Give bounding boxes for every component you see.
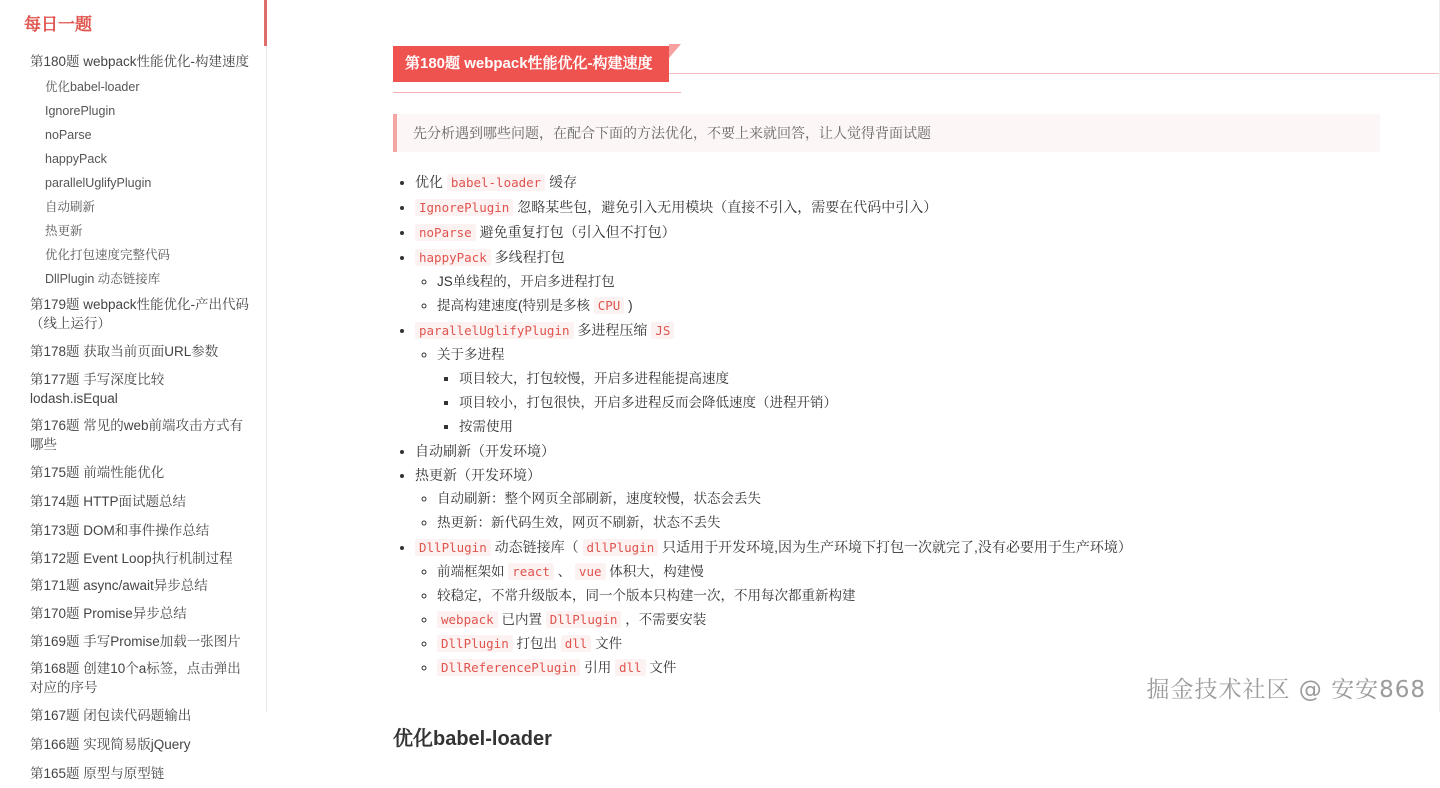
bullet-item — [459, 415, 1380, 439]
bullet-item — [415, 463, 1380, 535]
bullet-text: 动态链接库（ — [490, 539, 583, 556]
sidebar-item-label: 优化babel-loader — [45, 80, 140, 94]
inline-code: DllPlugin — [546, 611, 622, 628]
bullet-item — [415, 318, 1380, 439]
bullet-sublist — [415, 270, 1380, 318]
bullet-text: ，不需要安装 — [621, 612, 707, 628]
bullet-item — [459, 391, 1380, 415]
sidebar-item-label: 第170题 Promise异步总结 — [30, 606, 187, 621]
inline-code: DllPlugin — [437, 635, 513, 652]
bullet-text: 多线程打包 — [490, 249, 565, 266]
bullet-text: 忽略某些包，避免引入无用模块（直接不引入，需要在代码中引入） — [513, 199, 938, 216]
sidebar-item[interactable] — [0, 412, 266, 458]
sidebar-item[interactable] — [0, 195, 266, 219]
sidebar-item[interactable] — [0, 99, 266, 123]
inline-code: DllPlugin — [415, 539, 491, 556]
sidebar-item[interactable] — [0, 516, 266, 545]
bullet-item — [415, 535, 1380, 680]
sidebar-item[interactable] — [0, 267, 266, 291]
sidebar-item[interactable] — [0, 759, 266, 788]
doc-title-ribbon — [393, 36, 669, 92]
inline-code: CPU — [594, 297, 625, 314]
bullet-text: 只适用于开发环境,因为生产环境下打包一次就完了,没有必要用于生产环境） — [658, 539, 1132, 556]
bullet-item — [415, 439, 1380, 463]
sidebar-item[interactable] — [0, 366, 266, 412]
bullet-item — [437, 270, 1380, 294]
sidebar-item[interactable] — [0, 171, 266, 195]
bullet-text: 优化 — [415, 174, 447, 191]
bullet-text: 前端框架如 — [437, 564, 509, 580]
bullet-text: 体积大，构建慢 — [605, 564, 704, 580]
inline-code: noParse — [415, 224, 476, 241]
bullet-text: 文件 — [591, 636, 623, 652]
sidebar-item[interactable] — [0, 243, 266, 267]
sidebar-item-label: 第165题 原型与原型链 — [30, 766, 165, 781]
bullet-text: 项目较大，打包较慢，开启多进程能提高速度 — [459, 371, 729, 387]
bullet-text: 引用 — [580, 660, 615, 676]
inline-code: babel-loader — [447, 174, 545, 191]
sidebar-item-label: 第174题 HTTP面试题总结 — [30, 494, 187, 509]
bullet-text: 已内置 — [497, 612, 546, 628]
bullet-item — [437, 560, 1380, 584]
inline-code: parallelUglifyPlugin — [415, 322, 574, 339]
bullet-text: 较稳定，不常升级版本，同一个版本只构建一次，不用每次都重新构建 — [437, 588, 856, 604]
inline-code: webpack — [437, 611, 498, 628]
sidebar-item-label: 第178题 获取当前页面URL参数 — [30, 344, 219, 359]
bullet-item — [415, 220, 1380, 245]
bullet-text: 自动刷新：整个网页全部刷新，速度较慢，状态会丢失 — [437, 491, 761, 507]
sidebar-nav — [0, 48, 266, 788]
sidebar-item[interactable] — [0, 599, 266, 628]
bullet-item — [459, 367, 1380, 391]
sidebar-item-label: 第176题 常见的web前端攻击方式有哪些 — [30, 418, 244, 452]
sidebar-item[interactable] — [0, 337, 266, 366]
sidebar-item-label: happyPack — [45, 152, 107, 166]
bullet-text: 按需使用 — [459, 419, 513, 435]
sidebar-item-label: DllPlugin 动态链接库 — [45, 272, 161, 286]
bullet-item — [437, 584, 1380, 608]
sidebar-item[interactable] — [0, 572, 266, 599]
bullet-item — [415, 245, 1380, 318]
sidebar-item[interactable] — [0, 545, 266, 572]
inline-code: JS — [651, 322, 674, 339]
sidebar-item[interactable] — [0, 458, 266, 487]
sidebar-item-label: 第172题 Event Loop执行机制过程 — [30, 551, 233, 566]
inline-code: react — [508, 563, 554, 580]
bullet-text: 避免重复打包（引入但不打包） — [475, 224, 676, 241]
section-heading-cn: 优化 — [393, 728, 433, 751]
bullet-sublist — [415, 487, 1380, 535]
inline-code: happyPack — [415, 249, 491, 266]
bullet-sublist — [415, 343, 1380, 439]
sidebar-item[interactable] — [0, 487, 266, 516]
section-heading-code: babel-loader — [433, 728, 552, 751]
inline-code: vue — [575, 563, 606, 580]
sidebar-item-label: 第177题 手写深度比较lodash.isEqual — [30, 372, 165, 406]
sidebar-item-label: 第167题 闭包读代码题输出 — [30, 708, 192, 723]
bullet-item — [437, 343, 1380, 439]
bullet-list — [393, 170, 1380, 680]
section-heading — [393, 722, 1380, 751]
sidebar-item[interactable] — [0, 655, 266, 701]
bullet-item — [437, 632, 1380, 656]
document-content — [267, 0, 1440, 751]
sidebar-item[interactable] — [0, 147, 266, 171]
sidebar-item-label: 第168题 创建10个a标签，点击弹出对应的序号 — [30, 661, 241, 695]
sidebar-item[interactable] — [0, 48, 266, 75]
sidebar-item-label: noParse — [45, 128, 92, 142]
sidebar-item-label: 第166题 实现简易版jQuery — [30, 737, 191, 752]
bullet-sublist — [415, 560, 1380, 680]
watermark: 掘金技术社区 @ 安安868 — [1146, 677, 1426, 703]
bullet-text: 热更新（开发环境） — [415, 467, 541, 484]
bullet-text: 自动刷新（开发环境） — [415, 443, 555, 460]
sidebar-item-label: 第171题 async/await异步总结 — [30, 578, 208, 593]
sidebar-item-label: 自动刷新 — [45, 200, 96, 214]
bullet-item — [415, 195, 1380, 220]
bullet-item — [437, 487, 1380, 511]
sidebar-item-label: 第173题 DOM和事件操作总结 — [30, 523, 210, 538]
sidebar-item[interactable] — [0, 291, 266, 337]
sidebar-item[interactable] — [0, 701, 266, 730]
sidebar-item-label: IgnorePlugin — [45, 104, 116, 118]
sidebar-item-label: 第180题 webpack性能优化-构建速度 — [30, 54, 250, 69]
bullet-text: 多进程压缩 — [573, 322, 652, 339]
bullet-sublist — [437, 367, 1380, 439]
bullet-item — [437, 511, 1380, 535]
bullet-text: ) — [624, 298, 633, 314]
sidebar-item[interactable] — [0, 123, 266, 147]
inline-code: IgnorePlugin — [415, 199, 513, 216]
inline-code: dll — [561, 635, 592, 652]
sidebar-item-label: 第169题 手写Promise加载一张图片 — [30, 634, 241, 649]
sidebar-title: 每日一题 — [24, 15, 92, 34]
bullet-text: 项目较小，打包很快，开启多进程反而会降低速度（进程开销） — [459, 395, 837, 411]
bullet-text: 缓存 — [545, 174, 578, 191]
bullet-item — [437, 294, 1380, 318]
bullet-text: 关于多进程 — [437, 347, 505, 363]
sidebar-item[interactable] — [0, 219, 266, 243]
ribbon-fold-icon — [669, 44, 681, 58]
bullet-text: 打包出 — [512, 636, 561, 652]
bullet-text: 提高构建速度(特别是多核 — [437, 298, 594, 314]
bullet-item — [415, 170, 1380, 195]
inline-code: dll — [615, 659, 646, 676]
sidebar-item-label: 热更新 — [45, 224, 83, 238]
note-callout: 先分析遇到哪些问题，在配合下面的方法优化，不要上来就回答，让人觉得背面试题 — [393, 114, 1380, 152]
sidebar-item[interactable] — [0, 75, 266, 99]
bullet-text: JS单线程的，开启多进程打包 — [437, 274, 615, 290]
sidebar — [0, 0, 267, 781]
bullet-item — [437, 608, 1380, 632]
sidebar-item[interactable] — [0, 730, 266, 759]
title-underline — [659, 73, 1440, 74]
sidebar-item[interactable] — [0, 628, 266, 655]
sidebar-item-label: parallelUglifyPlugin — [45, 176, 152, 190]
sidebar-item-label: 优化打包速度完整代码 — [45, 248, 171, 262]
page-title: 第180题 webpack性能优化-构建速度 — [393, 46, 669, 82]
bullet-text: 文件 — [645, 660, 677, 676]
inline-code: dllPlugin — [583, 539, 659, 556]
bullet-text: 热更新：新代码生效，网页不刷新，状态不丢失 — [437, 515, 721, 531]
inline-code: DllReferencePlugin — [437, 659, 580, 676]
sidebar-item-label: 第175题 前端性能优化 — [30, 465, 165, 480]
sidebar-item-label: 第179题 webpack性能优化-产出代码（线上运行） — [30, 297, 250, 331]
bullet-text: 、 — [553, 564, 575, 580]
